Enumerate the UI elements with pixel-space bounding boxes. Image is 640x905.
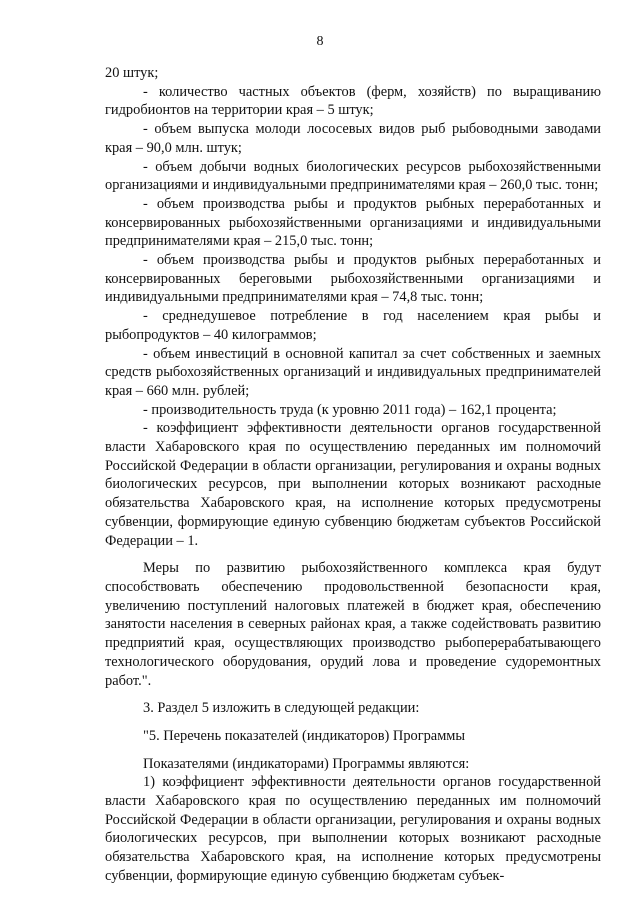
- list-item-productivity: - производительность труда (к уровню 2011 года) – 162,1 процента;: [143, 401, 557, 418]
- list-item-coastal-production: - объем производства рыбы и продуктов рыбных переработанных и консервированных береговыми рыбохозяйственными организациями и индивидуальными предпринимателями края – 74,8 тыс. тонн;: [105, 252, 601, 306]
- paragraph-continuation: 20 штук;: [105, 65, 159, 81]
- list-item-investments: - объем инвестиций в основной капитал за счет собственных и заемных средств рыбохозяйственных организаций и индивидуальных предпринимателей края – 660 млн. рублей;: [105, 345, 601, 399]
- document-body: [105, 64, 601, 886]
- list-item-efficiency-coefficient: - коэффициент эффективности деятельности органов государственной власти Хабаровского края по осуществлению переданных им полномочий Российской Федерации в области организации, регулирования и охраны водных биологических ресурсов, при выполнении которых возникают расходные обязательства Хабаровского края, на исполнение которых предусмотрены субвенции, формирующие единую субвенцию бюджетам субъектов Российской Федерации – 1.: [105, 420, 601, 549]
- paragraph-measures: Меры по развитию рыбохозяйственного комплекса края будут способствовать обеспечению продовольственной безопасности края, увеличению поступлений налоговых платежей в бюджет края, обеспечению занятости населения в северных районах края, а также содействовать развитию предприятий края, осуществляющих производство рыбоперерабатывающего технологического оборудования, орудий лова и проведение судоремонтных работ.".: [105, 560, 601, 689]
- list-item-consumption: - среднедушевое потребление в год населением края рыбы и рыбопродуктов – 40 килограммов;: [105, 308, 601, 343]
- list-item-salmon-release: - объем выпуска молоди лососевых видов рыб рыбоводными заводами края – 90,0 млн. штук;: [105, 121, 601, 156]
- list-item-private-farms: - количество частных объектов (ферм, хозяйств) по выращиванию гидробионтов на территории края – 5 штук;: [105, 83, 601, 119]
- paragraph-indicators-intro: Показателями (индикаторами) Программы являются:: [143, 755, 470, 772]
- section-heading: "5. Перечень показателей (индикаторов) Программы: [143, 727, 466, 744]
- page-number: 8: [316, 34, 324, 49]
- indicator-item-1: 1) коэффициент эффективности деятельности органов государственной власти Хабаровского края по осуществлению переданных им полномочий Российской Федерации в области организации, регулирования и охраны водных биологических ресурсов, при выполнении которых возникают расходные обязательства Хабаровского края, на исполнение которых предусмотрены субвенции, формирующие единую субвенцию бюджетам субъек-: [105, 774, 601, 884]
- list-item-production-volume: - объем производства рыбы и продуктов рыбных переработанных и консервированных рыбохозяйственными организациями и индивидуальными предпринимателями края – 215,0 тыс. тонн;: [105, 195, 601, 250]
- list-item-catch-volume: - объем добычи водных биологических ресурсов рыбохозяйственными организациями и индивидуальными предпринимателями края – 260,0 тыс. тонн;: [105, 158, 601, 194]
- paragraph-section-5-instruction: 3. Раздел 5 изложить в следующей редакции:: [143, 700, 420, 717]
